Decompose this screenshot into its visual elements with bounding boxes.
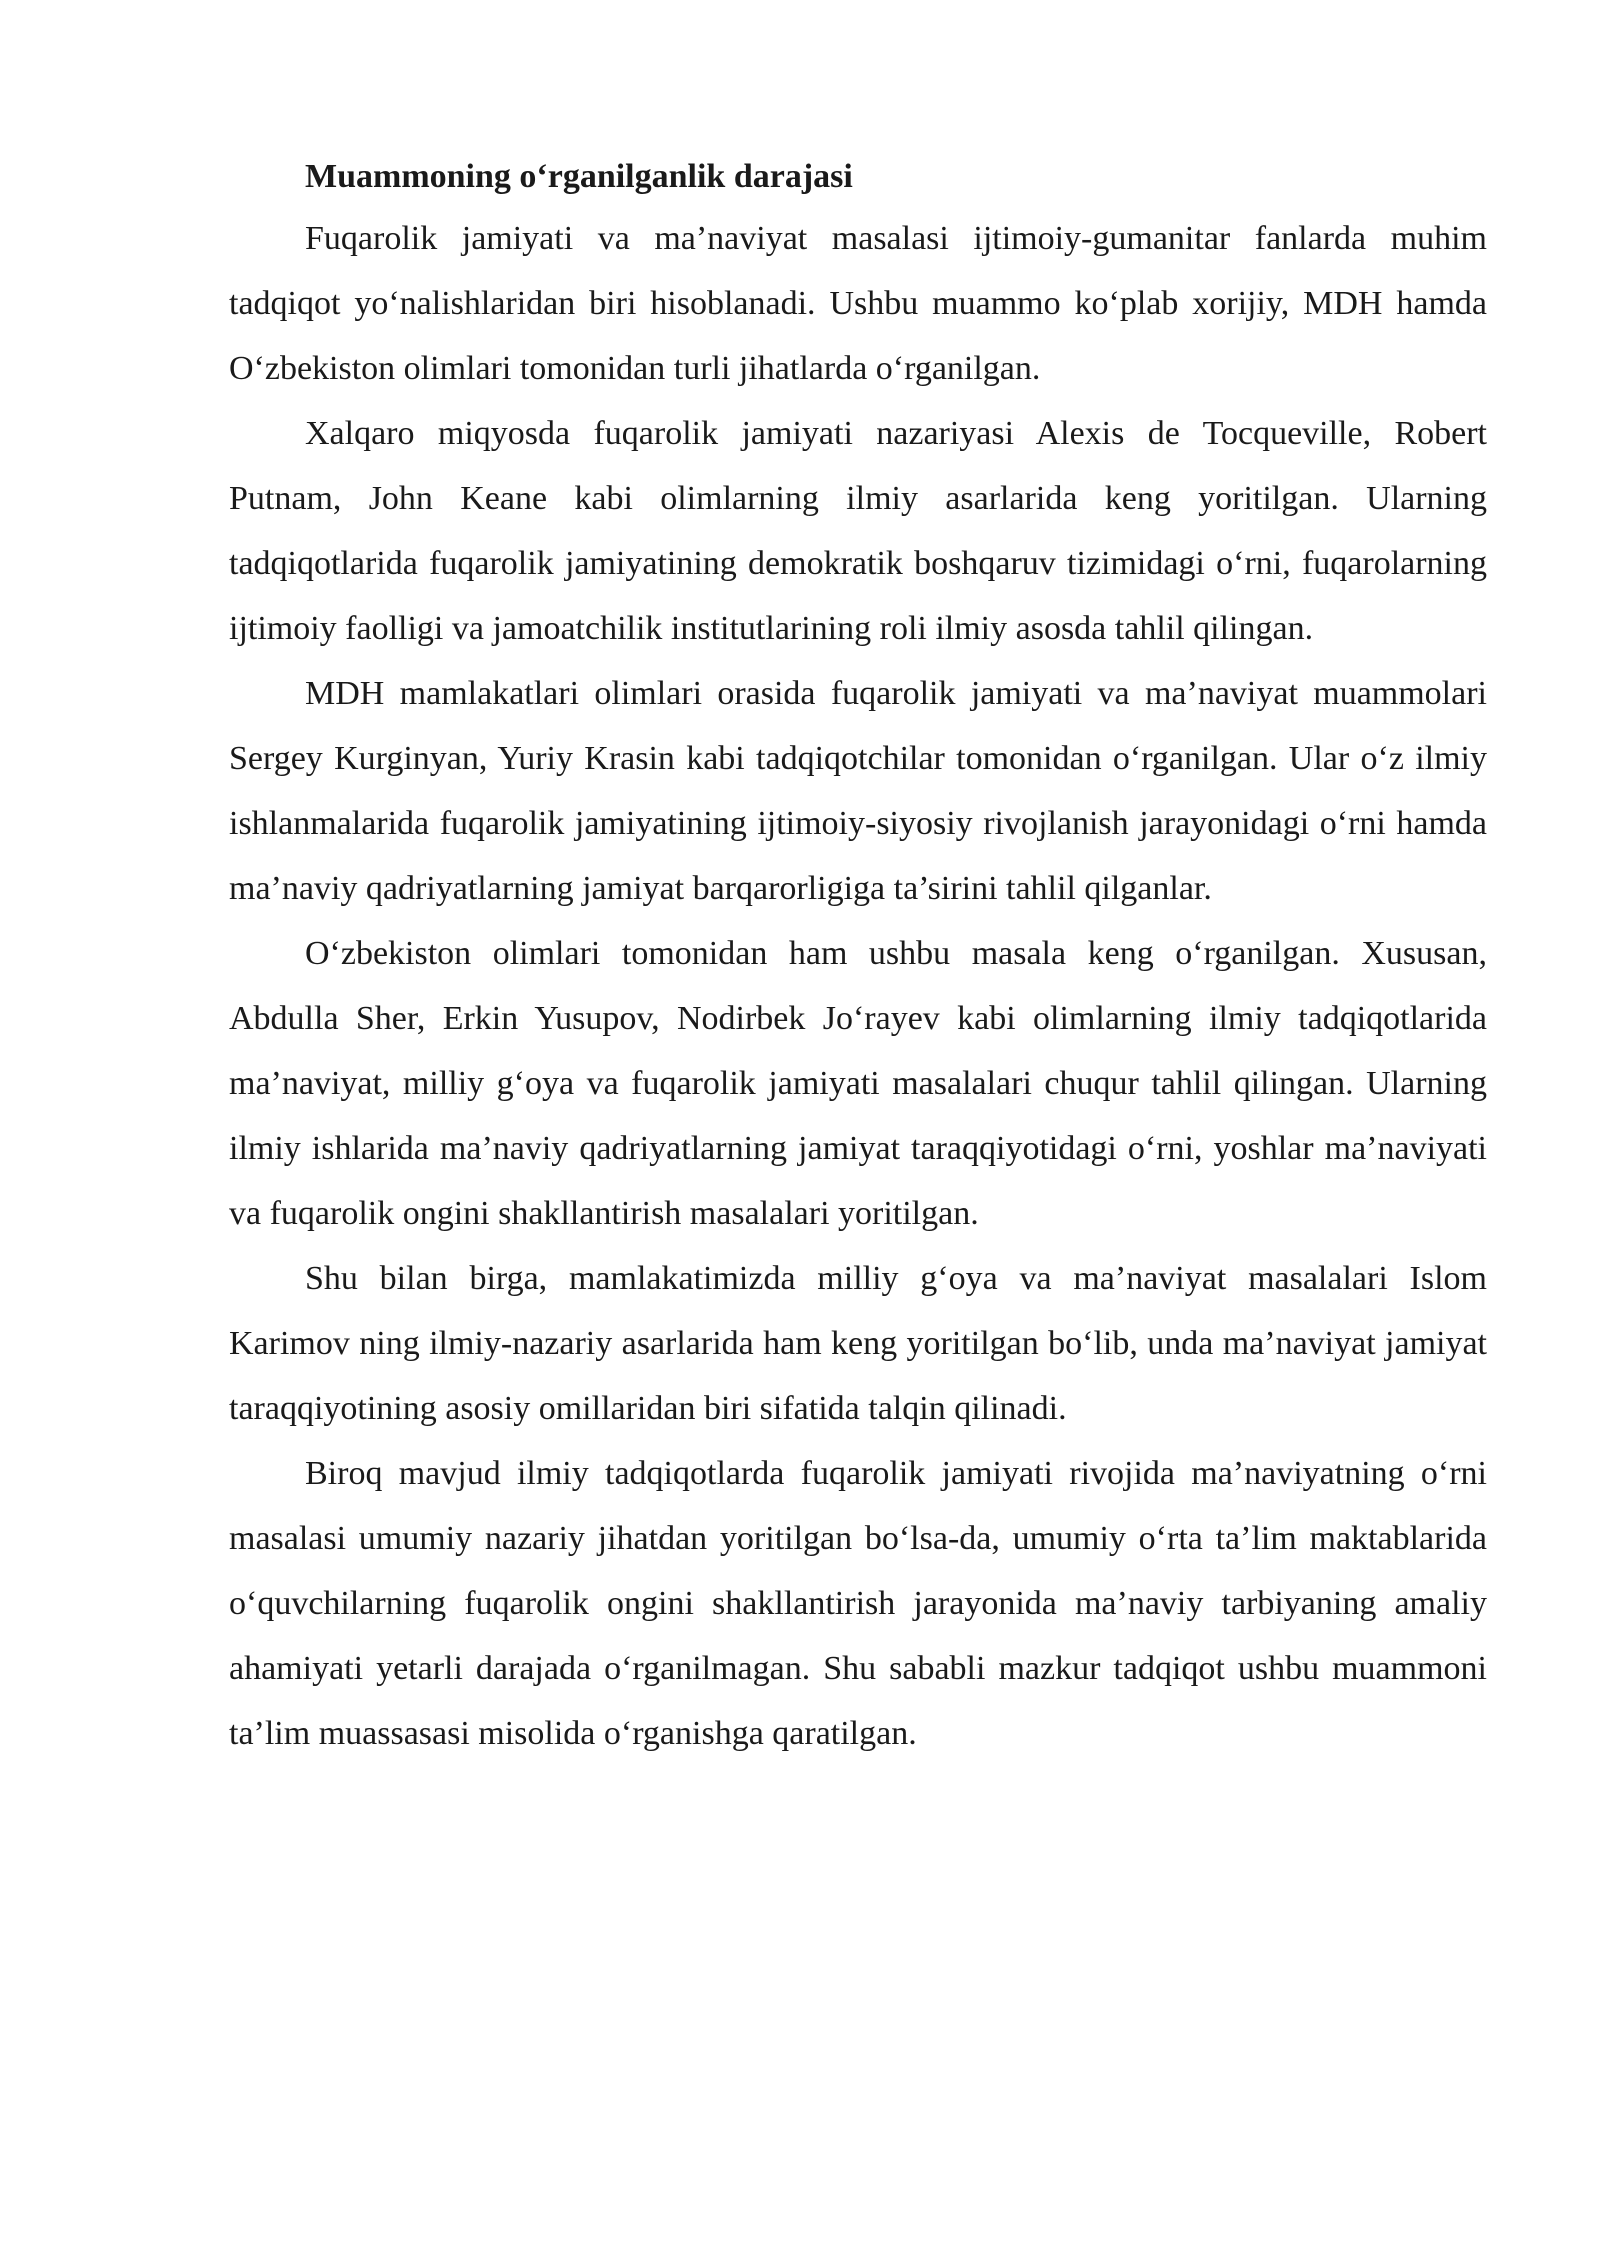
paragraph-national-idea: Shu bilan birga, mamlakatimizda milliy g‘oya va ma’naviyat masalalari Islom Karimov ning ilmiy-nazariy asarlarida ham keng yoritilgan bo‘lib, unda ma’naviyat jamiyat taraqqiyotining asosiy omillaridan biri sifatida talqin qilinadi. bbox=[229, 1260, 1487, 1427]
paragraph-research-gap: Biroq mavjud ilmiy tadqiqotlarda fuqarolik jamiyati rivojida ma’naviyatning o‘rni masalasi umumiy nazariy jihatdan yoritilgan bo‘lsa-da, umumiy o‘rta ta’lim maktablarida o‘quvchilarning fuqarolik ongini shakllantirish jarayonida ma’naviy tarbiyaning amaliy ahamiyati yetarli darajada o‘rganilmagan. Shu sababli mazkur tadqiqot ushbu muammoni ta’lim muassasasi misolida o‘rganishga qaratilgan. bbox=[229, 1455, 1487, 1752]
paragraph-international: Xalqaro miqyosda fuqarolik jamiyati nazariyasi Alexis de Tocqueville, Robert Putnam, John Keane kabi olimlarning ilmiy asarlarida keng yoritilgan. Ularning tadqiqotlarida fuqarolik jamiyatining demokratik boshqaruv tizimidagi o‘rni, fuqarolarning ijtimoiy faolligi va jamoatchilik institutlarining roli ilmiy asosda tahlil qilingan. bbox=[229, 415, 1487, 647]
paragraph-intro: Fuqarolik jamiyati va ma’naviyat masalasi ijtimoiy-gumanitar fanlarda muhim tadqiqot yo‘nalishlaridan biri hisoblanadi. Ushbu muammo ko‘plab xorijiy, MDH hamda O‘zbekiston olimlari tomonidan turli jihatlarda o‘rganilgan. bbox=[229, 220, 1487, 387]
section-heading: Muammoning o‘rganilganlik darajasi bbox=[305, 158, 853, 195]
document-body bbox=[229, 148, 1487, 1766]
paragraph-cis: MDH mamlakatlari olimlari orasida fuqarolik jamiyati va ma’naviyat muammolari Sergey Kurginyan, Yuriy Krasin kabi tadqiqotchilar tomonidan o‘rganilgan. Ular o‘z ilmiy ishlanmalarida fuqarolik jamiyatining ijtimoiy-siyosiy rivojlanish jarayonidagi o‘rni hamda ma’naviy qadriyatlarning jamiyat barqarorligiga ta’sirini tahlil qilganlar. bbox=[229, 675, 1487, 907]
paragraph-uzbekistan: O‘zbekiston olimlari tomonidan ham ushbu masala keng o‘rganilgan. Xususan, Abdulla Sher, Erkin Yusupov, Nodirbek Jo‘rayev kabi olimlarning ilmiy tadqiqotlarida ma’naviyat, milliy g‘oya va fuqarolik jamiyati masalalari chuqur tahlil qilingan. Ularning ilmiy ishlarida ma’naviy qadriyatlarning jamiyat taraqqiyotidagi o‘rni, yoshlar ma’naviyati va fuqarolik ongini shakllantirish masalalari yoritilgan. bbox=[229, 935, 1487, 1232]
